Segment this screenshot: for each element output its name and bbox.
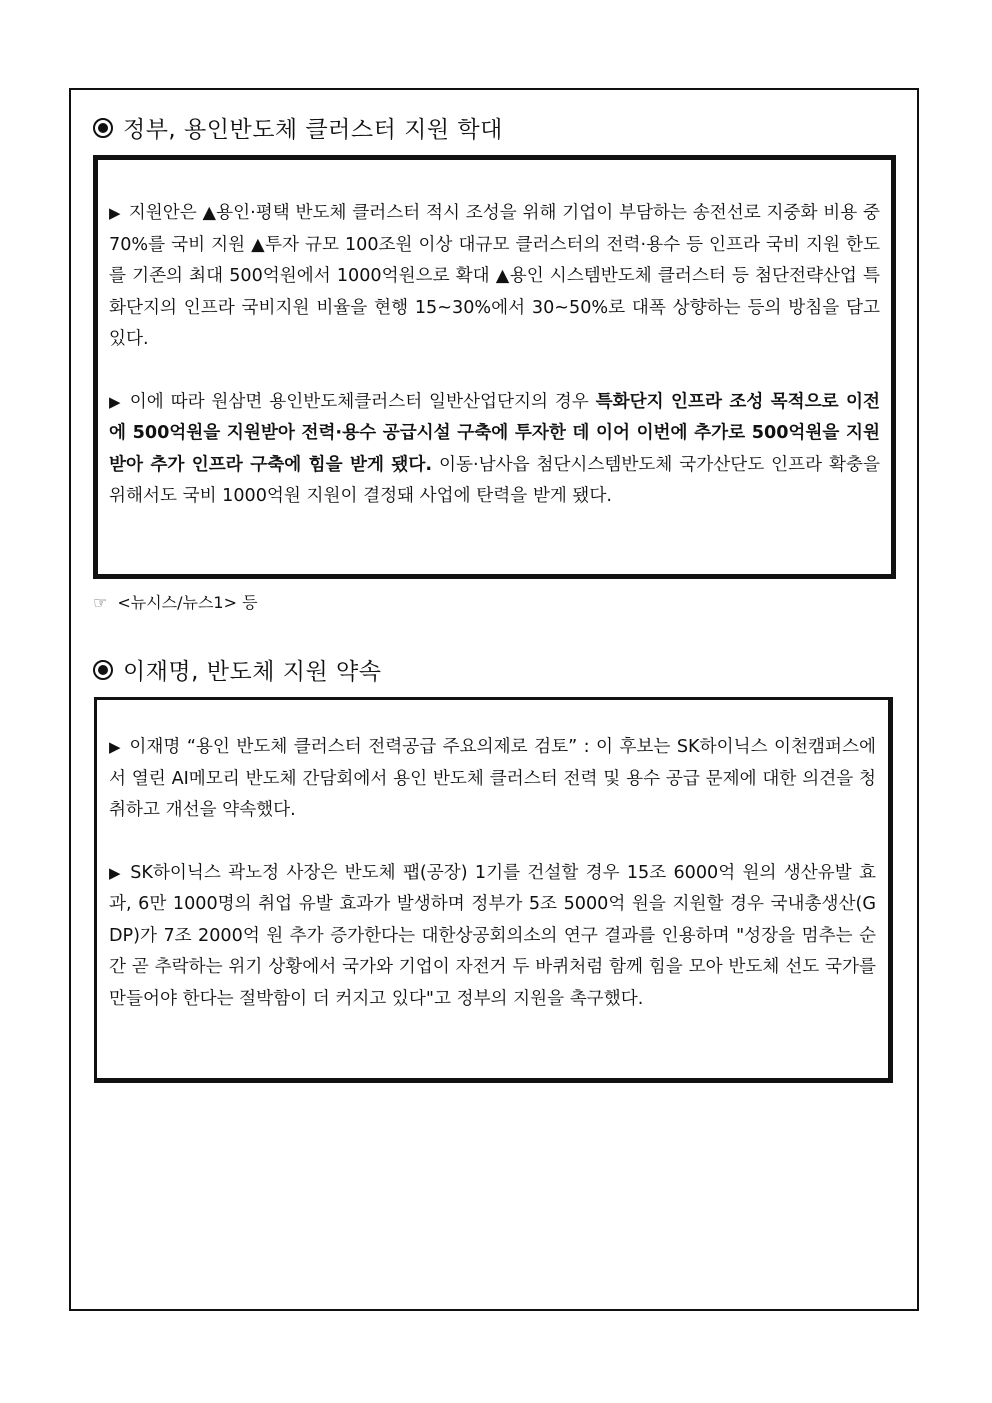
section-1-box xyxy=(93,155,896,579)
section-1-bold-highlight: 특화단지 인프라 조성 목적으로 이전에 500억원을 지원받아 전력·용수 공급시설 구축에 투자한 데 이어 이번에 추가로 500억원을 지원받아 추가 인프라 구축에 힘을 받게 됐다. xyxy=(109,391,881,475)
pointing-hand-icon: ☞ xyxy=(93,593,108,612)
source-note xyxy=(93,590,258,613)
section-2-title xyxy=(93,653,381,686)
arrow-bullet-icon: ▶ xyxy=(109,738,122,756)
section-2-box xyxy=(94,697,893,1083)
section-2-paragraph-2: ▶ SK하이닉스 곽노정 사장은 반도체 팹(공장) 1기를 건설할 경우 15조 6000억 원의 생산유발 효과, 6만 1000명의 취업 유발 효과가 발생하며 정부가 5조 5000억 원을 지원할 경우 국내총생산(GDP)가 7조 2000억 원 추가 증가한다는 대한상공회의소의 연구 결과를 인용하며 "성장을 멈추는 순간 곧 추락하는 위기 상황에서 국가와 기업이 자전거 두 바퀴처럼 함께 힘을 모아 반도체 선도 국가를 만들어야 한다는 절박함이 더 커지고 있다"고 정부의 지원을 촉구했다. xyxy=(109,862,876,1009)
circle-bullet-icon xyxy=(93,118,113,138)
section-1-paragraph-1: ▶ 지원안은 ▲용인·평택 반도체 클러스터 적시 조성을 위해 기업이 부담하는 송전선로 지중화 비용 중 70%를 국비 지원 ▲투자 규모 100조원 이상 대규모 클러스터의 전력·용수 등 인프라 국비 지원 한도를 기존의 최대 500억원에서 1000억원으로 확대 ▲용인 시스템반도체 클러스터 등 첨단전략산업 특화단지의 인프라 국비지원 비율을 현행 15~30%에서 30~50%로 대폭 상향하는 등의 방침을 담고 있다. xyxy=(109,203,880,349)
arrow-bullet-icon: ▶ xyxy=(109,204,121,222)
source-text: <뉴시스/뉴스1> 등 xyxy=(117,593,258,612)
section-1-title-text: 정부, 용인반도체 클러스터 지원 학대 xyxy=(123,117,503,143)
section-2-title-text: 이재명, 반도체 지원 약속 xyxy=(123,659,382,685)
section-2-paragraph-1: ▶ 이재명 “용인 반도체 클러스터 전력공급 주요의제로 검토” : 이 후보는 SK하이닉스 이천캠퍼스에서 열린 AI메모리 반도체 간담회에서 용인 반도체 클러스터 전력 및 용수 공급 문제에 대한 의견을 청취하고 개선을 약속했다. xyxy=(109,737,876,820)
section-1-paragraph-2: ▶ 이에 따라 원삼면 용인반도체클러스터 일반산업단지의 경우 특화단지 인프라 조성 목적으로 이전에 500억원을 지원받아 전력·용수 공급시설 구축에 투자한 데 이어 이번에 추가로 500억원을 지원받아 추가 인프라 구축에 힘을 받게 됐다. 이동·남사읍 첨단시스템반도체 국가산단도 인프라 확충을 위해서도 국비 1000억원 지원이 결정돼 사업에 탄력을 받게 됐다. xyxy=(109,391,881,506)
arrow-bullet-icon: ▶ xyxy=(109,392,122,411)
circle-bullet-icon xyxy=(93,660,113,680)
arrow-bullet-icon: ▶ xyxy=(109,863,123,882)
section-1-title xyxy=(93,111,503,144)
